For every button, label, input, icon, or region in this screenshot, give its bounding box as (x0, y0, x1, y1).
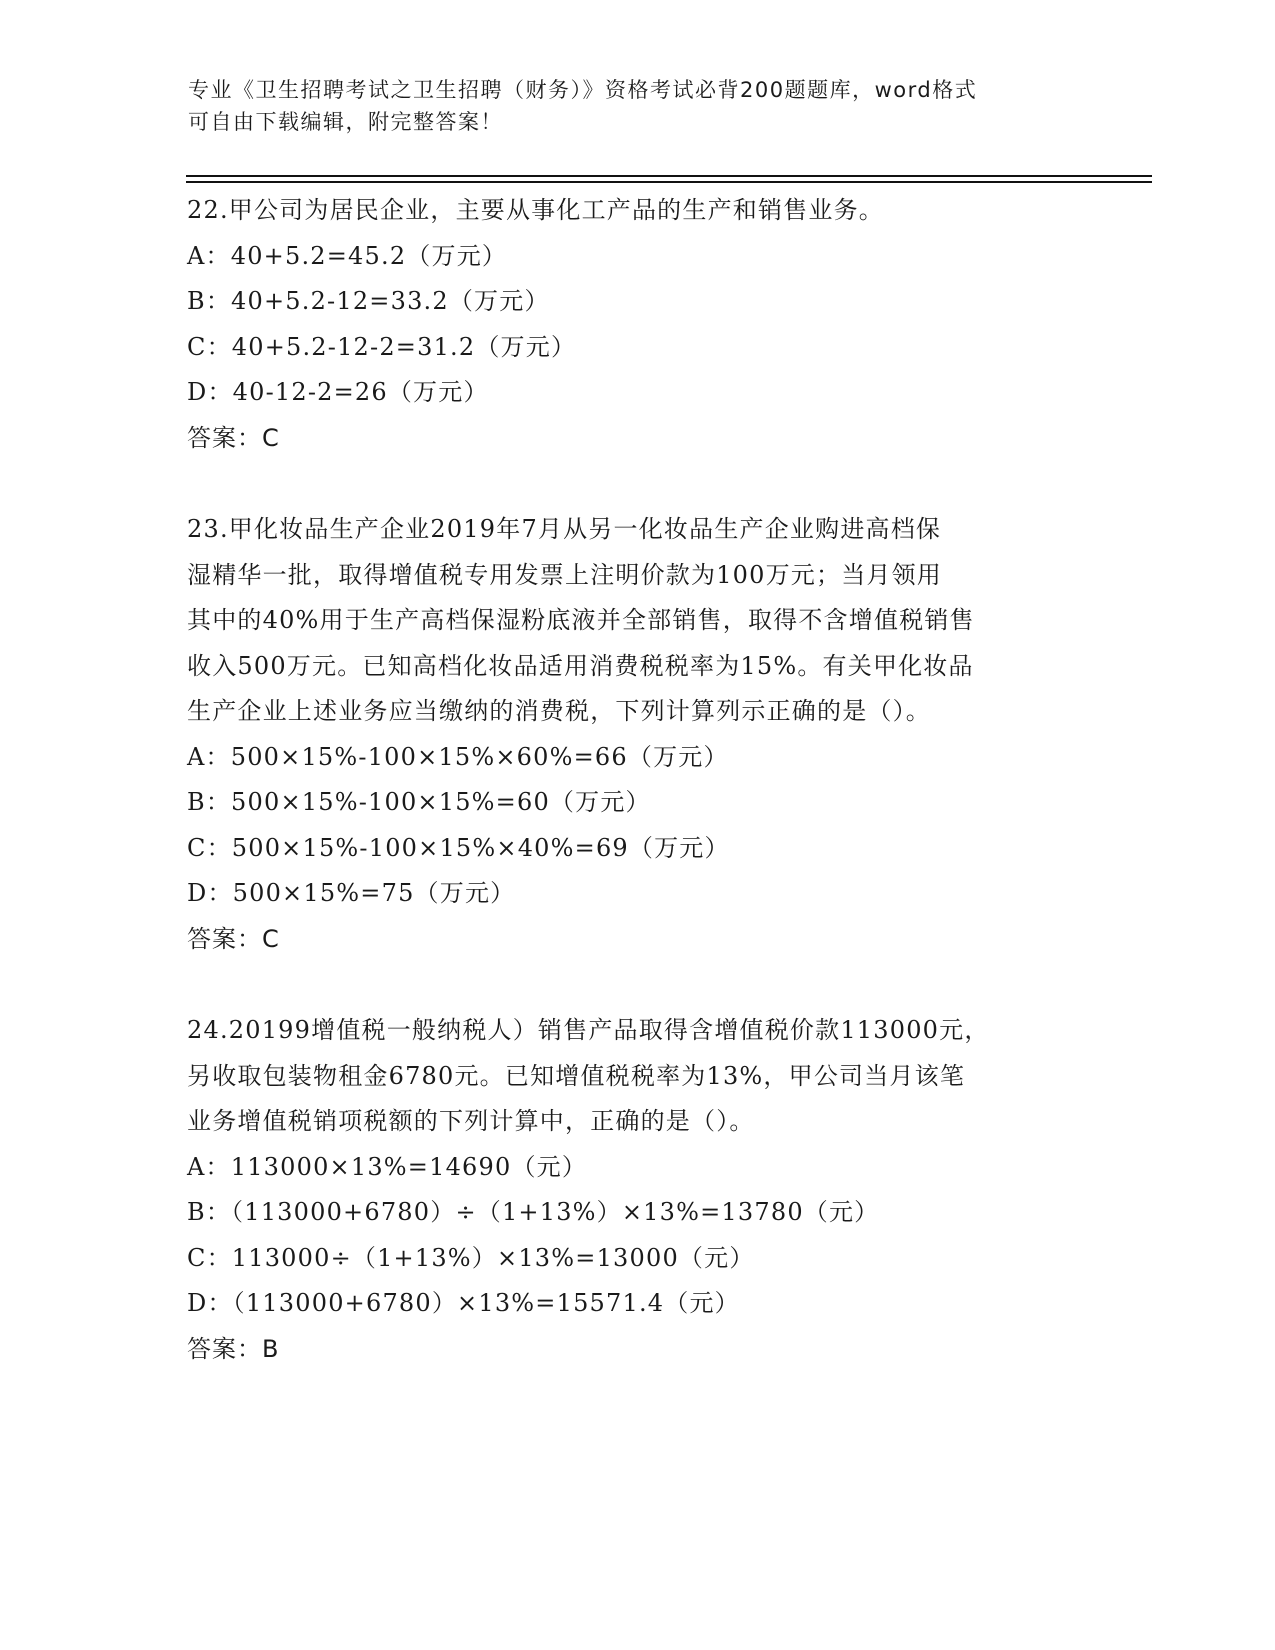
question-stem-line: 业务增值税销项税额的下列计算中，正确的是（）。 (187, 1107, 755, 1135)
option-c: C：40+5.2-12-2=31.2（万元） (187, 332, 577, 361)
option-c: C：113000÷（1+13%）×13%=13000（元） (187, 1243, 755, 1272)
answer: 答案：C (187, 924, 280, 953)
option-d: D：500×15%=75（万元） (187, 879, 516, 907)
question-stem-line: 湿精华一批，取得增值税专用发票上注明价款为100万元；当月领用 (187, 560, 943, 589)
question-24 (187, 1008, 1087, 1372)
option-d: D：40-12-2=26（万元） (187, 378, 489, 406)
option-a: A：113000×13%=14690（元） (187, 1152, 588, 1181)
option-c: C：500×15%-100×15%×40%=69（万元） (187, 833, 730, 862)
header-divider-top (186, 175, 1152, 177)
answer: 答案：C (187, 423, 280, 452)
option-b: B：40+5.2-12=33.2（万元） (187, 287, 550, 315)
question-stem-line: 另收取包装物租金6780元。已知增值税税率为13%，甲公司当月该笔 (187, 1061, 966, 1090)
document-header (188, 74, 1088, 138)
question-list (187, 188, 1087, 1372)
header-divider-bottom (186, 181, 1152, 183)
answer: 答案：B (187, 1334, 280, 1363)
option-a: A：500×15%-100×15%×60%=66（万元） (187, 742, 729, 771)
question-stem-line: 收入500万元。已知高档化妆品适用消费税税率为15%。有关甲化妆品 (187, 651, 974, 680)
question-22 (187, 188, 1087, 461)
header-line-2: 可自由下载编辑，附完整答案！ (188, 110, 503, 134)
option-d: D：（113000+6780）×13%=15571.4（元） (187, 1289, 740, 1317)
option-b: B：500×15%-100×15%=60（万元） (187, 788, 651, 816)
header-line-1: 专业《卫生招聘考试之卫生招聘（财务）》资格考试必背200题题库，word格式 (188, 78, 978, 102)
question-23 (187, 507, 1087, 962)
question-stem-line: 其中的40%用于生产高档保湿粉底液并全部销售，取得不含增值税销售 (187, 606, 975, 634)
option-a: A：40+5.2=45.2（万元） (187, 241, 508, 270)
question-stem: 22.甲公司为居民企业，主要从事化工产品的生产和销售业务。 (187, 196, 884, 224)
question-stem-line: 24.20199增值税一般纳税人）销售产品取得含增值税价款113000元， (187, 1016, 990, 1044)
question-stem-line: 23.甲化妆品生产企业2019年7月从另一化妆品生产企业购进高档保 (187, 515, 942, 543)
option-b: B：（113000+6780）÷（1+13%）×13%=13780（元） (187, 1198, 880, 1226)
question-stem-line: 生产企业上述业务应当缴纳的消费税，下列计算列示正确的是（）。 (187, 697, 931, 725)
